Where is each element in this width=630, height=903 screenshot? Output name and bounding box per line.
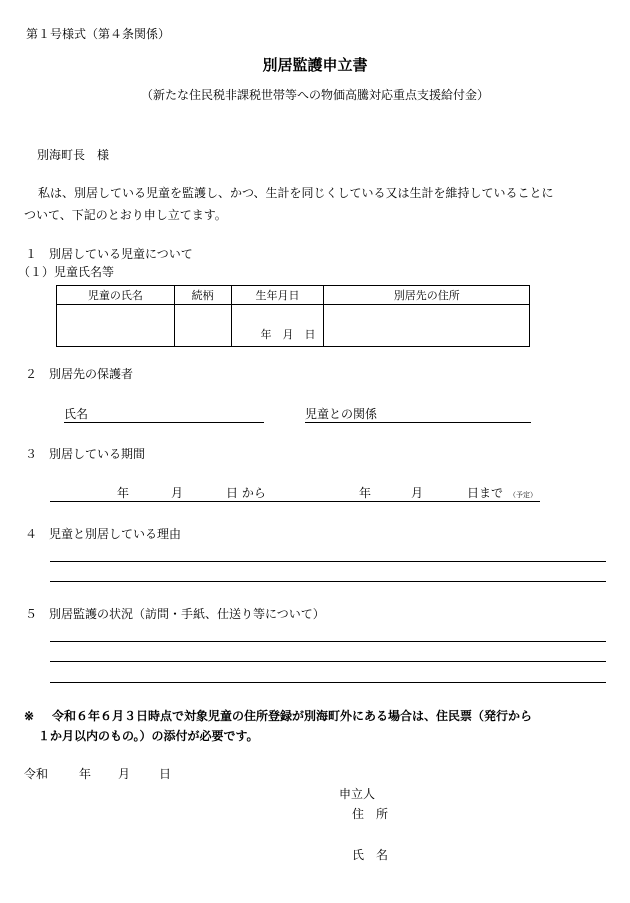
applicant-name-label: 氏 名 xyxy=(352,848,389,862)
birthdate-placeholder: 年 月 日 xyxy=(260,328,316,341)
section-3-heading: ３ 別居している期間 xyxy=(25,447,146,461)
section-2-heading: ２ 別居先の保護者 xyxy=(25,367,134,381)
relationship-cell[interactable] xyxy=(174,305,231,347)
date-month: 月 xyxy=(118,767,131,781)
children-table xyxy=(56,285,530,347)
page-title: 別居監護申立書 xyxy=(262,56,368,74)
table-row xyxy=(57,305,530,347)
period-field[interactable] xyxy=(50,501,540,502)
table-header-row xyxy=(57,286,530,305)
situation-line-1[interactable] xyxy=(50,641,606,642)
section-4-heading: ４ 児童と別居している理由 xyxy=(25,527,182,541)
reason-line-2[interactable] xyxy=(50,581,606,582)
period-start-day: 日 から xyxy=(226,486,266,500)
applicant-address-label: 住 所 xyxy=(352,807,389,821)
date-year: 年 xyxy=(79,767,92,781)
page-subtitle: （新たな住民税非課税世帯等への物価高騰対応重点支援給付金） xyxy=(140,88,489,102)
applicant-label: 申立人 xyxy=(339,787,376,801)
section-1-subheading: （１）児童氏名等 xyxy=(18,265,115,279)
period-end-month: 月 xyxy=(411,486,424,500)
form-number: 第１号様式（第４条関係） xyxy=(26,27,171,41)
section-1-heading: １ 別居している児童について xyxy=(25,247,193,261)
note-mark: ※ xyxy=(24,709,35,723)
guardian-relation-field[interactable] xyxy=(305,422,531,423)
column-header-relationship: 続柄 xyxy=(174,286,231,305)
guardian-relation-label: 児童との関係 xyxy=(305,407,378,421)
period-note: （予定） xyxy=(509,491,537,499)
note-line-1: 令和６年６月３日時点で対象児童の住所登録が別海町外にある場合は、住民票（発行から xyxy=(52,709,533,723)
child-name-cell[interactable] xyxy=(57,305,175,347)
situation-line-3[interactable] xyxy=(50,682,606,683)
column-header-child-name: 児童の氏名 xyxy=(57,286,175,305)
period-start-month: 月 xyxy=(171,486,184,500)
date-day: 日 xyxy=(159,767,172,781)
guardian-name-field[interactable] xyxy=(64,422,264,423)
guardian-name-label: 氏名 xyxy=(64,407,89,421)
note-line-2: １か月以内のもの。）の添付が必要です。 xyxy=(38,729,259,743)
reason-line-1[interactable] xyxy=(50,561,606,562)
addressee: 別海町長 様 xyxy=(37,148,110,162)
period-start-year: 年 xyxy=(117,486,130,500)
intro-line-2: ついて、下記のとおり申し立てます。 xyxy=(24,208,227,222)
period-end-year: 年 xyxy=(359,486,372,500)
address-cell[interactable] xyxy=(324,305,530,347)
situation-line-2[interactable] xyxy=(50,661,606,662)
column-header-birthdate: 生年月日 xyxy=(231,286,324,305)
column-header-address: 別居先の住所 xyxy=(324,286,530,305)
period-end-day: 日まで xyxy=(467,486,504,500)
intro-line-1: 私は、別居している児童を監護し、かつ、生計を同じくしている又は生計を維持していることに xyxy=(38,186,554,200)
date-era: 令和 xyxy=(24,767,49,781)
birthdate-cell[interactable] xyxy=(231,305,324,347)
section-5-heading: ５ 別居監護の状況（訪問・手紙、仕送り等について） xyxy=(25,607,325,621)
